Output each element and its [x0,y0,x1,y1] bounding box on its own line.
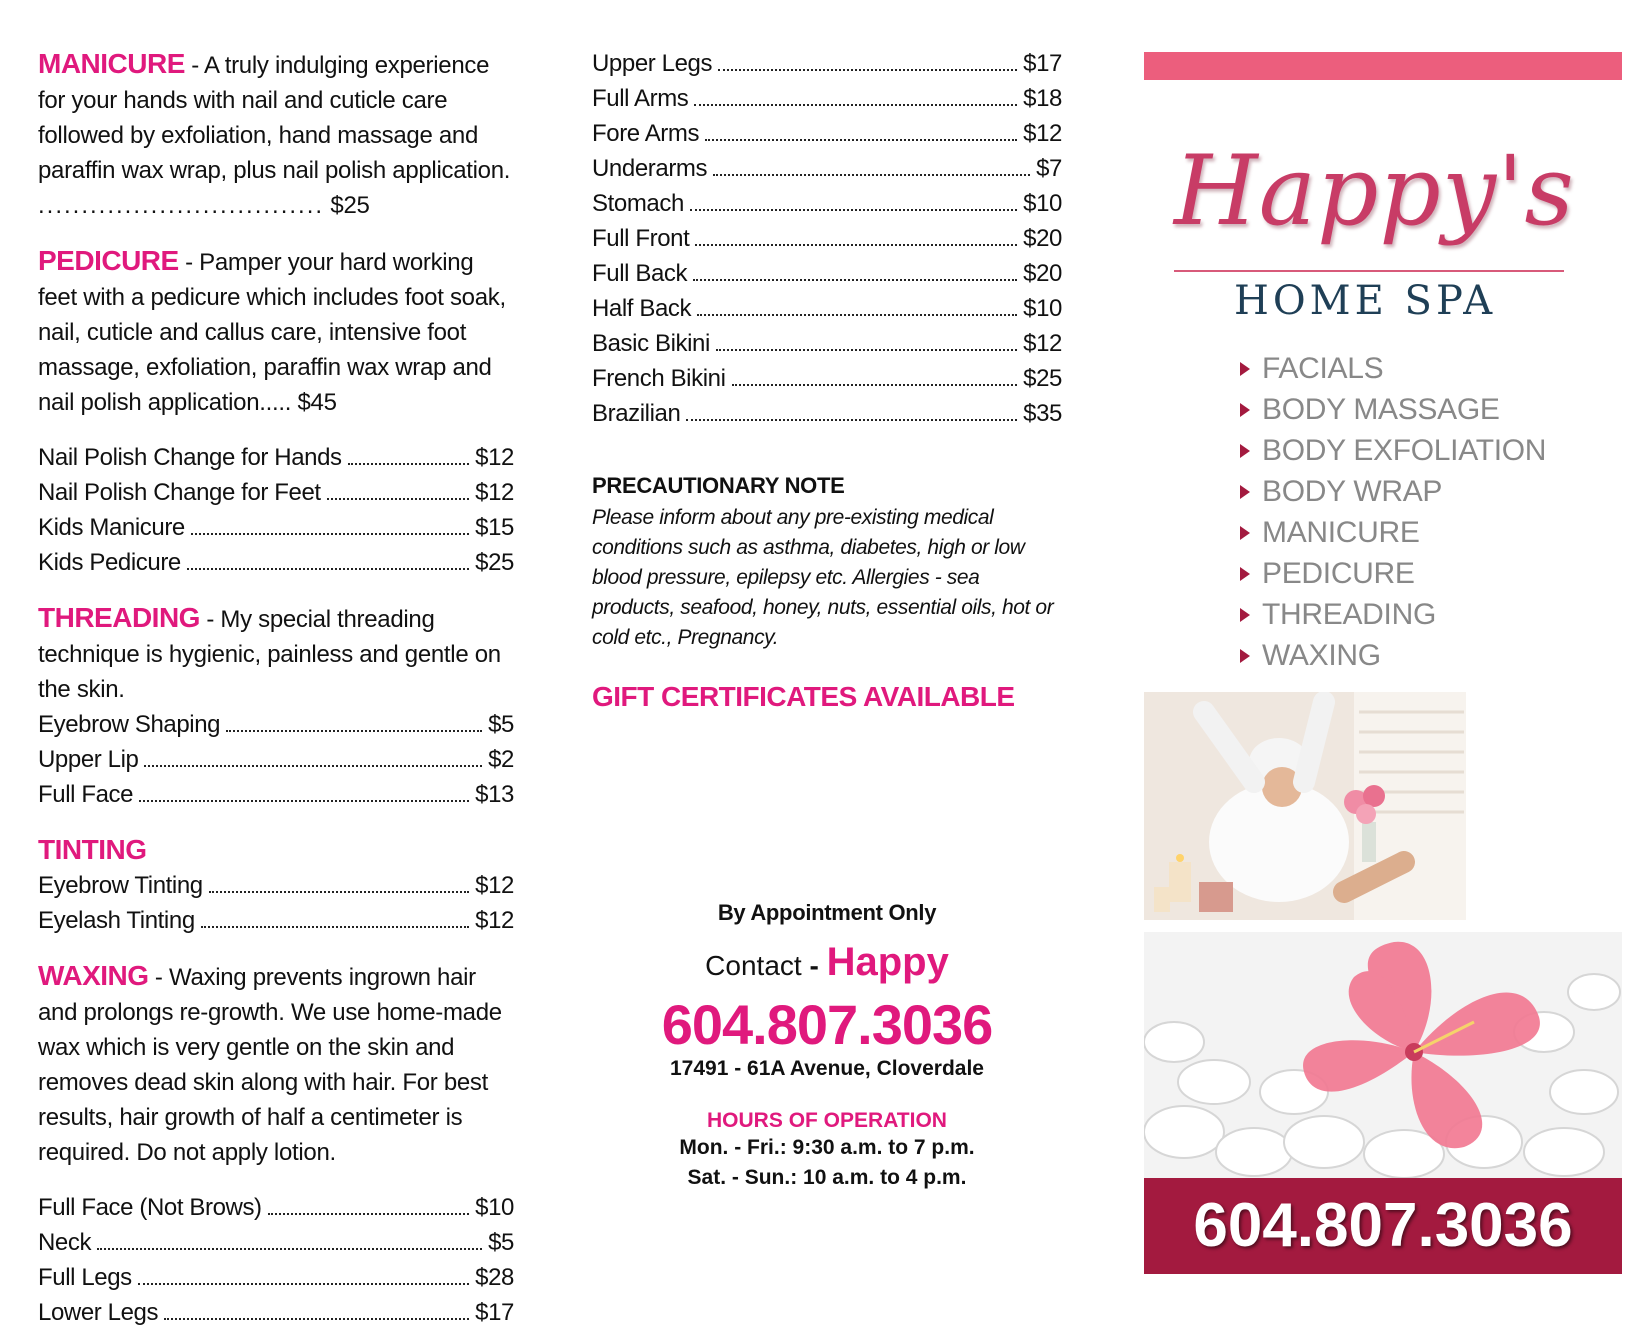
price-row: Upper Lip $2 [38,746,514,773]
price-row: Neck $5 [38,1229,514,1256]
price-row: Underarms $7 [592,155,1062,182]
contact-address: 17491 - 61A Avenue, Cloverdale [670,1057,984,1080]
triangle-bullet-icon [1240,649,1250,663]
gift-certificates-label: GIFT CERTIFICATES AVAILABLE [592,681,1015,712]
price-row: Eyebrow Shaping $5 [38,711,514,738]
threading-section [38,600,514,812]
banner-phone[interactable]: 604.807.3036 [1193,1191,1573,1260]
price-row: Fore Arms $12 [592,120,1062,147]
price-row: Lower Legs $17 [38,1299,514,1326]
service-item: THREADING [1240,594,1622,635]
price-row: French Bikini $25 [592,365,1062,392]
waxing-description: - Waxing prevents ingrown hair and prolongs re-growth. We use home-made wax which is very gentle on the skin and removes dead skin along with hair. For best results, hair growth of half a centimeter is required. Do not apply lotion. [38,964,502,1166]
spa-woman-photo [1144,692,1466,920]
price-row: Eyebrow Tinting $12 [38,872,514,899]
logo-divider [1174,270,1564,272]
hours-weekdays: Mon. - Fri.: 9:30 a.m. to 7 p.m. [679,1136,975,1159]
price-row: Basic Bikini $12 [592,330,1062,357]
service-item: FACIALS [1240,348,1622,389]
manicure-heading: MANICURE [38,48,185,79]
left-column [38,46,514,1330]
service-item: BODY WRAP [1240,471,1622,512]
threading-description: - My special threading technique is hygienic, painless and gentle on the skin. [38,606,501,703]
price-row: Full Face $13 [38,781,514,808]
hours-title: HOURS OF OPERATION [707,1109,947,1132]
price-row: Kids Manicure $15 [38,514,514,541]
tinting-section [38,832,514,938]
middle-column [592,46,1062,713]
price-row: Upper Legs $17 [592,50,1062,77]
contact-phone[interactable]: 604.807.3036 [661,993,993,1056]
price-row: Nail Polish Change for Feet $12 [38,479,514,506]
manicure-price: $25 [330,192,370,219]
triangle-bullet-icon [1240,444,1250,458]
price-row: Brazilian $35 [592,400,1062,427]
price-row: Full Legs $28 [38,1264,514,1291]
manicure-description: - A truly indulging experience for your hands with nail and cuticle care followed by exfoliation, hand massage and paraffin wax wrap, plus nail polish application. [38,52,511,184]
pedicure-price: $45 [297,389,337,416]
triangle-bullet-icon [1240,403,1250,417]
service-item: PEDICURE [1240,553,1622,594]
price-row: Nail Polish Change for Hands $12 [38,444,514,471]
price-row: Stomach $10 [592,190,1062,217]
price-row: Kids Pedicure $25 [38,549,514,576]
pedicure-description: - Pamper your hard working feet with a pedicure which includes foot soak, nail, cuticle and callus care, intensive foot massage, exfoliation, paraffin wax wrap and nail polish application..... [38,249,506,416]
pedicure-heading: PEDICURE [38,245,179,276]
waxing-items-list-2 [592,46,1062,431]
service-item: WAXING [1240,635,1622,676]
service-item: BODY MASSAGE [1240,389,1622,430]
price-row: Full Arms $18 [592,85,1062,112]
contact-name: Happy [826,940,949,984]
precautionary-note-body: Please inform about any pre-existing medical conditions such as asthma, diabetes, high or low blood pressure, epilepsy etc. Allergies - sea products, seafood, honey, nuts, essential oils, hot or cold etc., Pregnancy. [592,506,1054,649]
price-row: Full Back $20 [592,260,1062,287]
precautionary-note-title: PRECAUTIONARY NOTE [592,473,845,498]
triangle-bullet-icon [1240,485,1250,499]
contact-label: Contact [705,950,802,981]
appointment-note: By Appointment Only [717,900,937,925]
top-accent-bar [1144,52,1622,80]
waxing-section [38,958,514,1170]
triangle-bullet-icon [1240,362,1250,376]
flower-stones-photo [1144,932,1622,1178]
brand-logo [1144,80,1622,330]
price-row: Eyelash Tinting $12 [38,907,514,934]
hours-weekend: Sat. - Sun.: 10 a.m. to 4 p.m. [687,1166,967,1189]
waxing-items-list-1 [38,1190,514,1330]
service-item: BODY EXFOLIATION [1240,430,1622,471]
price-row: Full Face (Not Brows) $10 [38,1194,514,1221]
service-item: MANICURE [1240,512,1622,553]
phone-banner [1144,1178,1622,1274]
cover-panel [1144,52,1622,1260]
brand-name: Happy's [1174,135,1575,247]
pedicure-section [38,243,514,420]
nail-items-list [38,440,514,580]
contact-line: Contact - Happy [705,940,949,984]
brand-subtitle: HOME SPA [1234,278,1497,324]
price-row: Half Back $10 [592,295,1062,322]
services-list [1240,348,1622,676]
price-row: Full Front $20 [592,225,1062,252]
triangle-bullet-icon [1240,526,1250,540]
threading-heading: THREADING [38,602,200,633]
manicure-section: MANICURE - A truly indulging experience for your hands with nail and cuticle care followed by exfoliation, hand massage and paraffin wax wrap, plus nail polish application. ................................. $25 [38,48,511,219]
contact-block [592,900,1062,1193]
triangle-bullet-icon [1240,567,1250,581]
tinting-heading: TINTING [38,834,147,865]
waxing-heading: WAXING [38,960,149,991]
triangle-bullet-icon [1240,608,1250,622]
